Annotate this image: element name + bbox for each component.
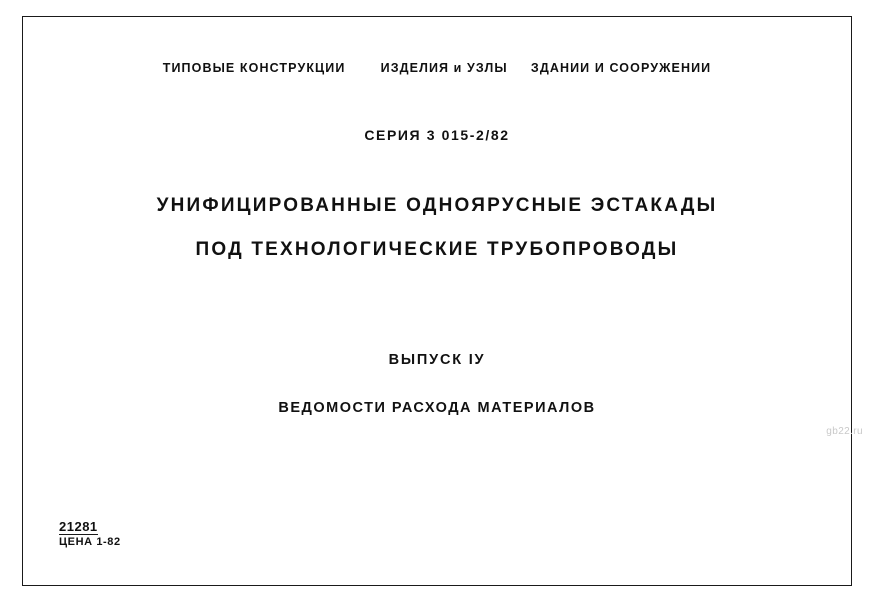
document-header <box>23 61 851 75</box>
header-part-3: ЗДАНИИ И СООРУЖЕНИИ <box>530 61 712 75</box>
document-title-line-2: ПОД ТЕХНОЛОГИЧЕСКИЕ ТРУБОПРОВОДЫ <box>195 239 679 260</box>
title-page-content <box>23 17 851 585</box>
document-title-line-1: УНИФИЦИРОВАННЫЕ ОДНОЯРУСНЫЕ ЭСТАКАДЫ <box>156 195 718 216</box>
document-subtitle: ВЕДОМОСТИ РАСХОДА МАТЕРИАЛОВ <box>278 400 596 416</box>
site-watermark: gb22.ru <box>826 426 863 437</box>
price-label: ЦЕНА 1-82 <box>59 536 121 549</box>
header-part-2: ИЗДЕЛИЯ и УЗЛЫ <box>380 61 508 75</box>
series-number: СЕРИЯ 3 015-2/82 <box>364 127 510 143</box>
catalog-code-block <box>59 519 121 549</box>
catalog-number: 21281 <box>59 518 98 534</box>
page-border-frame <box>22 16 852 586</box>
issue-number: ВЫПУСК IУ <box>388 352 486 368</box>
header-part-1: ТИПОВЫЕ КОНСТРУКЦИИ <box>162 61 346 75</box>
